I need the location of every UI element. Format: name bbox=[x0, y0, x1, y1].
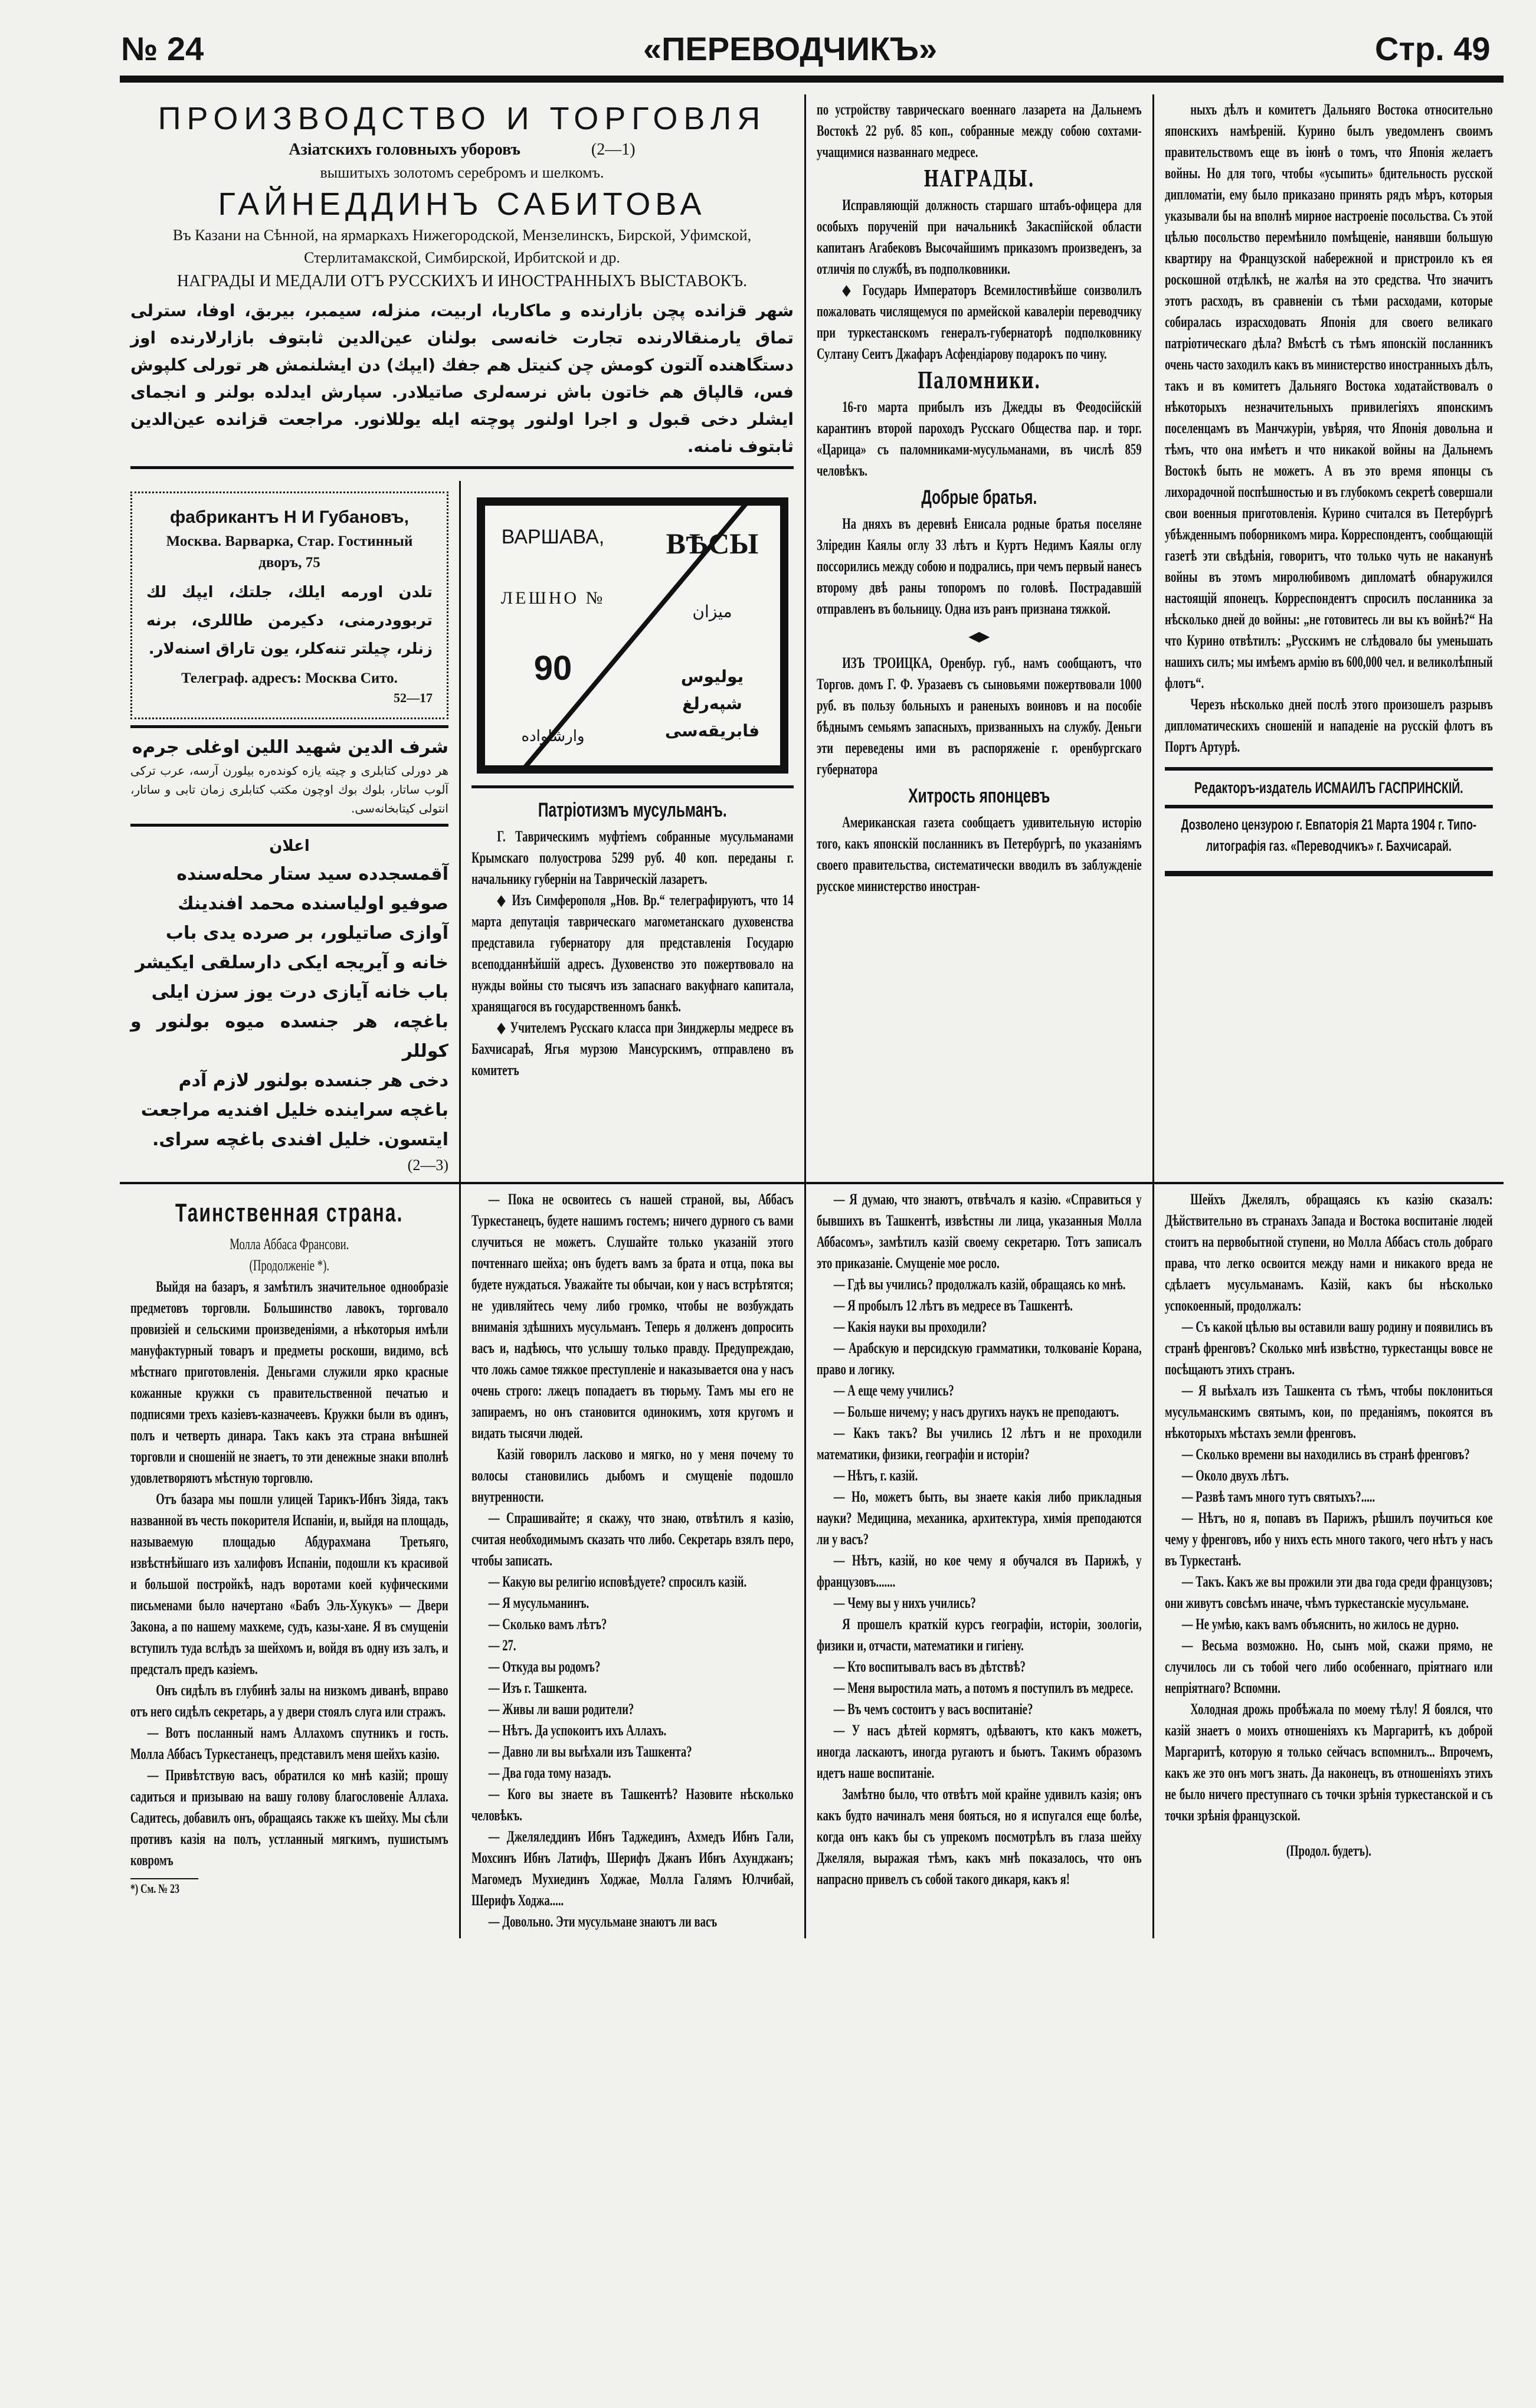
paragraph: — Больше ничему; у насъ другихъ наукъ не преподаютъ. bbox=[833, 1403, 1119, 1420]
ads-column-left bbox=[120, 481, 459, 1182]
paragraph: — Такъ. Какъ же вы прожили эти два года среди французовъ; они живутъ совсѣмъ иначе, чѣмъ туркестанскіе мусульмане. bbox=[1165, 1573, 1493, 1611]
paragraph: — Нѣтъ. Да успокоитъ ихъ Аллахъ. bbox=[488, 1722, 667, 1739]
issue-number: № 24 bbox=[121, 30, 204, 67]
divider bbox=[130, 466, 794, 469]
ad-address: Москва. Варварка, Стар. Гостинный дворъ, 75 bbox=[166, 533, 413, 571]
paragraph: — Я выѣхалъ изъ Ташкента съ тѣмъ, чтобы поклониться мусульманскимъ святымъ, кои, по преданіямъ, покоятся въ нѣкоторыхъ мѣстахъ земли френговъ. bbox=[1165, 1382, 1493, 1441]
paragraph: — Чему вы у нихъ учились? bbox=[833, 1594, 976, 1611]
newspaper-title: «ПЕРЕВОДЧИКЪ» bbox=[643, 30, 938, 67]
paragraph-list bbox=[1165, 99, 1493, 758]
ad-line: دخی هر جنسده بولنور لازم آدم bbox=[178, 1070, 448, 1091]
paragraph: На дняхъ въ деревнѣ Енисала родные братья поселяне Зліредин Каялы оглу 33 лѣтъ и Куртъ Недимъ Каялы оглу поссорились между собою и подрались, при чемъ первый нанесъ второму двѣ раны топоромъ по головѣ. Пострадавшій отправленъ въ больницу. Одна изъ ранъ признана тяжкой. bbox=[817, 515, 1142, 617]
paragraph: — Я мусульманинъ. bbox=[488, 1594, 589, 1611]
paragraph: ИЗЪ ТРОИЦКА, Оренбур. губ., намъ сообщаютъ, что Торгов. домъ Г. Ф. Уразаевъ съ сыновьями пожертвовали 1000 руб. въ пользу больныхъ и раненыхъ воиновъ и на пособіе бѣднымъ семьямъ запасныхъ, призванныхъ на службу. Деньги эти переведены ими въ распоряженіе г. оренбургскаго губернатора bbox=[817, 654, 1142, 778]
ad-arabic-city: وارشاواده bbox=[521, 728, 585, 746]
paragraph: Я прошелъ краткій курсъ географіи, исторіи, зоологіи, физики и, отчасти, математики и гигіену. bbox=[817, 1616, 1142, 1654]
ads-subcolumns bbox=[120, 481, 804, 1182]
ornament-divider bbox=[817, 625, 1142, 647]
ad-warsaw-left bbox=[485, 506, 621, 765]
paragraph: — Какъ такъ? Вы учились 12 лѣтъ и не проходили математики, физики, географіи и исторіи? bbox=[817, 1424, 1142, 1463]
ads-block bbox=[120, 94, 804, 1182]
paragraph: — Давно ли вы выѣхали изъ Ташкента? bbox=[488, 1743, 692, 1760]
paragraph: — Откуда вы родомъ? bbox=[488, 1658, 601, 1675]
ad-arabic-brand: ميزان bbox=[692, 602, 732, 622]
page-body bbox=[120, 94, 1504, 1938]
paragraph-list bbox=[1165, 1189, 1493, 1826]
ad-count: 52—17 bbox=[394, 690, 433, 705]
paragraph: — Нѣтъ, но я, попавъ въ Парижъ, рѣшилъ поучиться кое чему у френговъ, ибо у нихъ есть много такого, чего нѣтъ у насъ въ Туркестанѣ. bbox=[1165, 1509, 1493, 1569]
ad-street: ЛЕШНО № bbox=[500, 588, 605, 608]
ad-arabic-text: تلدن اورمه ايلك، جلتك، ايپك لك تربوودرمنی، دكيرمن طاللری، برنه زنلر، چيلتر تنه‌كلر، يون تاراق اسنه‌لار. bbox=[146, 584, 433, 658]
ad-house-text bbox=[130, 860, 448, 1155]
ad-places: Въ Казани на Сѣнной, на ярмаркахъ Нижегородской, Мензелинскъ, Бирской, Уфимской, Стерлитамакской, Симбирской, Ирбитской и др. bbox=[172, 227, 752, 266]
paragraph-list bbox=[471, 1189, 794, 1932]
story-author: Молла Аббаса Франсови. bbox=[230, 1236, 349, 1253]
paragraph: Отъ базара мы пошли улицей Тарикъ-Ибнъ Зіяда, такъ названной въ честь покорителя Испаніи, и, выйдя на площадь, называемую площадью Абдурахмана Третьяго, извѣстнѣйшаго изъ халифовъ Испаніи, подошли къ красивой и большой постройкѣ, надъ воротами коей куфическими письменами было начертано «Бабъ Эль-Хукукъ» — Двери Закона, а по нашему махкеме, судъ, казы-хане. Я въ смущеніи вступилъ туда вслѣдъ за шейхомъ и, войдя въ одну изъ залъ, и предсталъ предъ казіемъ. bbox=[130, 1490, 448, 1678]
ad-gubanov bbox=[130, 492, 448, 719]
story-column-3 bbox=[804, 1184, 1152, 1938]
paragraph: — Пока не освоитесь съ нашей страной, вы, Аббасъ Туркестанецъ, будете нашимъ гостемъ; ничего дурного съ вами случиться не можетъ. Слушайте только указаній этого почтеннаго шейха; онъ будетъ вамъ за брата и отца, пока вы будете нуждаться. Уважайте ты обычаи, кои у насъ встрѣтятся; не удивляйтесь чему либо громко, чтобы не возбуждать вниманія здѣшнихъ мусульманъ. Теперь я долженъ допросить васъ и, надѣюсь, что услышу только правду. Предупреждаю, что ложь самое тяжкое преступленіе и наказывается она у насъ очень строго: лжецъ попадаетъ въ тюрьму. Тамъ мы его не запираемъ, но онъ становится одинокимъ, хотя кругомъ и видать тысячи людей. bbox=[471, 1191, 794, 1441]
paragraph: — Какія науки вы проходили? bbox=[833, 1318, 987, 1335]
section-title-pilgrims: Паломники. bbox=[917, 367, 1041, 394]
ad-title: شرف الدين شهيد اللين اوغلى جرم‌ه bbox=[132, 737, 448, 758]
paragraph: ◆ Изъ Симферополя „Нов. Вр.“ телеграфируютъ, что 14 марта депутація таврическаго магометанскаго духовенства представила губернатору для представленія Государю всеподданнѣйшій адресъ. Духовенство это пожертвовало на нужды войны сто тысячъ изъ запаснаго вакуфнаго капитала, хранящагося въ государственномъ банкѣ. bbox=[471, 892, 794, 1015]
divider bbox=[471, 785, 794, 788]
section-title-awards: НАГРАДЫ. bbox=[923, 165, 1035, 192]
ad-sabitov bbox=[120, 94, 804, 481]
ad-telegraph: Телеграф. адресъ: Москва Сито. bbox=[181, 670, 398, 686]
ad-line: باغچه، هر جنسده ميوه بولنور و كوللر bbox=[130, 1011, 448, 1062]
section-title-brothers: Добрые братья. bbox=[921, 486, 1037, 509]
paragraph: — Нѣтъ, казій, но кое чему я обучался въ Парижѣ, у французовъ....... bbox=[817, 1552, 1142, 1590]
story-column-2 bbox=[459, 1184, 804, 1938]
paragraph: — Съ какой цѣлью вы оставили вашу родину и появились въ странѣ френговъ? Сколько мнѣ извѣстно, туркестанцы вовсе не посѣщаютъ этихъ странъ. bbox=[1165, 1318, 1493, 1378]
ad-line: вышитыхъ золотомъ серебромъ и шелкомъ. bbox=[320, 164, 604, 181]
paragraph: Холодная дрожь пробѣжала по моему тѣлу! Я боялся, что казій знаетъ о моихъ отношеніяхъ къ Маргаритѣ, къ доброй Маргаритѣ, которую я только сейчасъ вспомнилъ... Впрочемъ, какъ же это онъ могъ знать. Да наконецъ, въ отношеніяхъ этихъ не было ничего преступнаго съ точки зрѣнія туркестанской и съ точки зрѣнія французской. bbox=[1165, 1701, 1493, 1824]
column-japan-cont bbox=[1152, 94, 1504, 1182]
paragraph-list bbox=[817, 195, 1142, 365]
ad-warsaw-right bbox=[644, 506, 780, 765]
paragraph-list bbox=[471, 826, 794, 1081]
footnote: *) См. № 23 bbox=[130, 1878, 198, 1898]
page-number: Стр. 49 bbox=[1375, 30, 1491, 67]
ad-city: ВАРШАВА, bbox=[501, 525, 605, 548]
ad-line: آقمسجدده سید ستار محله‌سنده bbox=[176, 864, 448, 884]
ad-line: خانه و آيريجه ايكی دارسلقی ايكيشر bbox=[135, 952, 448, 973]
ad-line: آوازی صاتیلور، بر صرده يدی باب bbox=[165, 923, 448, 943]
ad-text: هر دورلی كتابلری و چيته يازه كونده‌ره بيلورن آرسه، عرب تركی آلوب ساتار، بلوك بوك اوچون مكتب كتابلری زمان تابی و ساتار، انتولی كيتابخانه‌سی. bbox=[130, 764, 448, 815]
divider bbox=[1165, 767, 1493, 771]
paragraph: — Изъ г. Ташкента. bbox=[488, 1679, 587, 1696]
paragraph: — Я пробылъ 12 лѣтъ въ медресе въ Ташкентѣ. bbox=[833, 1297, 1073, 1314]
paragraph: — Арабскую и персидскую грамматики, толкованіе Корана, право и логику. bbox=[817, 1339, 1142, 1378]
paragraph: — Джеляледдинъ Ибнъ Таджединъ, Ахмедъ Ибнъ Гали, Мохсинъ Ибнъ Латифъ, Шерифъ Джанъ Ибнъ Ахунджанъ; Магомедъ Мухиединъ Ходжае, Молла Галямъ Юлчибай, Шерифъ Ходжа..... bbox=[471, 1828, 794, 1909]
paragraph: — А еще чему учились? bbox=[833, 1382, 954, 1399]
ad-brand: ВѢСЫ bbox=[666, 527, 759, 561]
paragraph: — Я думаю, что знаютъ, отвѣчалъ я казію. «Справиться у бывшихъ въ Ташкентѣ, извѣстны ли лица, указанныя Молла Аббасомъ», замѣтилъ казій своему секретарю. Тотъ записалъ это приказаніе. Смущеніе мое росло. bbox=[817, 1191, 1142, 1272]
paragraph: Казій говорилъ ласково и мягко, но у меня почему то волосы становились дыбомъ и смущеніе подошло внутренности. bbox=[471, 1446, 794, 1505]
ads-column-right bbox=[459, 481, 804, 1182]
paragraph: ◆ Учителемъ Русскаго класса при Зинджерлы медресе въ Бахчисараѣ, Ягья мурзою Мансурскимъ, отправлено въ комитетъ bbox=[471, 1019, 794, 1079]
paragraph: — Въ чемъ состоитъ у васъ воспитаніе? bbox=[833, 1701, 1033, 1718]
divider bbox=[130, 824, 448, 827]
paragraph-list bbox=[817, 1189, 1142, 1890]
column-news bbox=[804, 94, 1152, 1182]
ad-number: 90 bbox=[533, 648, 572, 687]
paragraph: 16-го марта прибылъ изъ Джедды въ Феодосійскій карантинъ второй пароходъ Русскаго Общества пар. и торг. «Царица» съ паломниками-мусульманами, въ числѣ 859 человѣкъ. bbox=[817, 398, 1142, 479]
paragraph: — Вотъ посланный намъ Аллахомъ спутникъ и гость. Молла Аббасъ Туркестанецъ, представилъ меня шейхъ казію. bbox=[130, 1724, 448, 1762]
paragraph: — Спрашивайте; я скажу, что знаю, отвѣтилъ я казію, считая необходимымъ сказать что либо. Секретарь взялъ перо, чтобы записать. bbox=[471, 1509, 794, 1569]
paragraph: — Какую вы религію исповѣдуете? спросилъ казій. bbox=[488, 1573, 747, 1590]
section-title-japanese: Хитрость японцевъ bbox=[908, 785, 1050, 807]
story-continuation: (Продолженіе *). bbox=[249, 1257, 330, 1274]
paragraph: — Гдѣ вы учились? продолжалъ казій, обращаясь ко мнѣ. bbox=[833, 1276, 1126, 1293]
story-section bbox=[120, 1184, 1504, 1938]
paragraph: — Довольно. Эти мусульмане знаютъ ли васъ bbox=[488, 1913, 718, 1930]
censorship-line: Дозволено цензурою г. Евпаторія 21 Марта 1904 г. Типо-литографія газ. «Переводчикъ» г. Бахчисарай. bbox=[1181, 817, 1476, 854]
paragraph: Замѣтно было, что отвѣтъ мой крайне удивилъ казія; онъ какъ будто начиналъ меня бояться, но я испугался еще болѣе, когда онъ какъ бы съ упрекомъ посмотрѣлъ въ глаза шейху Джеляля, выражая тѣмъ, какъ мнѣ показалось, что онъ напрасно привелъ съ собой такого дикаря, какъ я! bbox=[817, 1785, 1142, 1888]
paragraph: Выйдя на базаръ, я замѣтилъ значительное однообразіе предметовъ торговли. Большинство лавокъ, торговало провизіей и сельскими произведеніями, а нѣкоторыя имѣли мануфактурный товаръ и предметы роскоши, видимо, всѣ мѣстнаго приготовленія. Деньгами служили ярко красные кожанные кружки съ правительственной печатью и подписями трехъ казіевъ-казначеевъ. Кружки были въ одинъ, полъ и четверть динара. Такъ какъ эта страна внѣшней торговли и сношеній не знаетъ, то эти денежные знаки вполнѣ удовлетворяютъ мѣстную торговлю. bbox=[130, 1278, 448, 1486]
paragraph: — Не умѣю, какъ вамъ объяснить, но жилось не дурно. bbox=[1181, 1616, 1459, 1633]
ad-arabic-factory: يوليوس شپه‌رلغ فابريقه‌سی bbox=[664, 666, 760, 741]
paragraph: Американская газета сообщаетъ удивительную исторію того, какъ японскій посланникъ въ Петербургѣ, по указаніямъ своего правительства, систематически вводилъ въ заблужденіе русское министерство иностран- bbox=[817, 814, 1142, 895]
story-column-1 bbox=[120, 1184, 459, 1938]
paragraph: — Меня выростила мать, а потомъ я поступилъ въ медресе. bbox=[833, 1679, 1134, 1696]
ad-line: ايتسون. خليل افندی باغچه سرای. bbox=[152, 1129, 448, 1150]
paragraph: Шейхъ Джелялъ, обращаясь къ казію сказалъ: Дѣйствительно въ странахъ Запада и Востока воспитаніе людей стоитъ на первобытной ступени, но Молла Аббасъ столь добраго права, что легко освоится между нами и никакого вреда не сдѣлаетъ мусульманамъ. Казій, какъ бы нѣсколько успокоенный, продолжалъ: bbox=[1165, 1191, 1493, 1314]
paragraph: — Весьма возможно. Но, сынъ мой, скажи прямо, не случилось ли съ тобой чего либо особеннаго, пріятнаго или непріятнаго? Вспомни. bbox=[1165, 1637, 1493, 1696]
ad-line: صوفیو اولیاسنده محمد افندينك bbox=[178, 893, 448, 914]
editor-line: Редакторъ-издатель ИСМАИЛЪ ГАСПРИНСКІЙ. bbox=[1194, 779, 1463, 797]
paragraph-list bbox=[130, 1276, 448, 1871]
paragraph: Черезъ нѣсколько дней послѣ этого произошелъ разрывъ дипломатическихъ сношеній и нападеніе на русскій флотъ въ Портъ Артурѣ. bbox=[1165, 696, 1493, 755]
paragraph: — Развѣ тамъ много тутъ святыхъ?..... bbox=[1181, 1488, 1375, 1505]
ad-count: (2—1) bbox=[591, 140, 636, 159]
ad-name: ГАЙНЕДДИНЪ САБИТОВА bbox=[218, 186, 706, 222]
ad-line: باغچه سراينده خليل افنديه مراجعت bbox=[140, 1100, 448, 1121]
story-title: Таинственная страна. bbox=[175, 1198, 404, 1227]
article-title: Патріотизмъ мусульманъ. bbox=[538, 799, 727, 821]
ad-title: اعلان bbox=[269, 837, 310, 855]
paragraph: — Сколько вамъ лѣтъ? bbox=[488, 1616, 607, 1633]
paragraph: — Нѣтъ, г. казій. bbox=[833, 1467, 918, 1484]
paragraph: — Привѣтствую васъ, обратился ко мнѣ казій; прошу садиться и призываю на вашу голову благословеніе Аллаха. Садитесь, добавилъ онъ, обращаясь также къ шейху. Мы сѣли противъ казія на полъ, устланный мягкимъ, пушистымъ ковромъ bbox=[130, 1767, 448, 1869]
divider bbox=[1165, 871, 1493, 876]
paragraph: — Кто воспитывалъ васъ въ дѣтствѣ? bbox=[833, 1658, 1026, 1675]
paragraph: Онъ сидѣлъ въ глубинѣ залы на низкомъ диванѣ, вправо отъ него сидѣлъ секретарь, а у двери стоялъ слуга или стражъ. bbox=[130, 1682, 448, 1720]
ad-line: Азіатскихъ головныхъ уборовъ bbox=[289, 140, 520, 159]
paragraph: — Но, можетъ быть, вы знаете какія либо прикладныя науки? Медицина, механика, архитектура, химія преподаются ли у васъ? bbox=[817, 1488, 1142, 1548]
ad-arabic-text: شهر قزانده پچن بازارنده و ماكاريا، اربيت، منزله، سيمبر، بيربق، اوفا، سترلی تماق يارمنقالارنده تجارت خانه‌سی بولنان عين‌الدين ثابتوف بازارلارنده اوز دستگاهنده آلتون كومش چن كنيتل هم جفك (ايپك) دن ايشلنمش هر تورلی كلپوش فس، قالپاق هم خاتون باش نرسه‌لری صاتیلادر. سپارش ايدلده بولنر و انجمای ايشلر دخی قبول و اجرا اولنور پوچته ايله يوللانور. مراجعت قزانده عين‌الدين ثابتوف نامنه. bbox=[130, 301, 794, 456]
paragraph: — Два года тому назадъ. bbox=[488, 1764, 611, 1781]
paragraph: Г. Таврическимъ муфтіемъ собранные мусульманами Крымскаго полуострова 5299 руб. 40 коп. переданы г. начальнику губерніи на Таврическій лазаретъ. bbox=[471, 828, 794, 887]
divider bbox=[1165, 805, 1493, 808]
ad-awards: НАГРАДЫ И МЕДАЛИ ОТЪ РУССКИХЪ И ИНОСТРАННЫХЪ ВЫСТАВОКЪ. bbox=[176, 272, 748, 290]
ad-line: باب خانه آيازی درت يوز سزن ايلی bbox=[151, 982, 448, 1002]
divider bbox=[130, 725, 448, 728]
article-patriotism bbox=[471, 794, 794, 1081]
paragraph: ныхъ дѣлъ и комитетъ Дальняго Востока относительно японскихъ намѣреній. Курино былъ уведомленъ своимъ правительствомъ еще въ іюнѣ о томъ, что Японія желаетъ войны. Но для того, чтобы «усыпить» бдительность русской дипломатіи, ему было приказано принять рядъ мѣръ, которыя указывали бы на вполнѣ мирное настроеніе посольства. Съ этой цѣлью посольство перемѣнило помѣщеніе, нанявши большую квартиру на Французской набережной и пристроило къ ея роскошной отдѣлкѣ, не жалѣя на это средства. Что значитъ этотъ расходъ, въ сравненіи съ тѣми расходами, которые собиралась израсходовать Японія для своего великаго патріотическаго дѣла? Вмѣстѣ съ тѣмъ японскій посланникъ очень часто заходилъ какъ въ министерство иностранныхъ дѣлъ, такъ и въ комитетъ Дальняго Востока ходатайствовалъ о нѣкоторыхъ незначительныхъ привилегіяхъ японскимъ поселенцамъ въ Манчжуріи, увѣряя, что Японія довольна и тѣмъ, что она имѣетъ и что никакой войны на Дальнемъ Востокѣ быть не можетъ. А въ это время японцы съ лихорадочной поспѣшностью и въ глубокомъ секретѣ совершали свои военныя приготовленія. Курино считался въ Петербургѣ убѣжденнымъ поборникомъ мира. Корреспондентъ, сообщающій газетѣ эти свѣдѣнія, говоритъ, что только чуть не наканунѣ войны въ этомъ миролюбивомъ дипломатѣ обнаружился настоящій японецъ. Корреспондентъ спросилъ посланника за нѣсколько дней до войны: „не готовитесь ли вы къ войнѣ?“ На что Курино отвѣтилъ: „Русскимъ не слѣдовало бы уменьшать нашихъ силъ; мы имѣемъ армію въ 600,000 чел. и великолѣпный флотъ“. bbox=[1165, 101, 1493, 692]
ad-title: ПРОИЗВОДСТВО И ТОРГОВЛЯ bbox=[158, 101, 767, 136]
paragraph: Исправляющій должность старшаго штабъ-офицера для особыхъ порученій при начальникѣ Закаспійской области капитанъ Агабековъ Высочайшимъ приказомъ произведенъ, за отличія по службѣ, въ подполковники. bbox=[817, 196, 1142, 277]
paragraph: — Кого вы знаете въ Ташкентѣ? Назовите нѣсколько человѣкъ. bbox=[471, 1785, 794, 1824]
ad-name: фабрикантъ Н И Губановъ, bbox=[170, 507, 409, 527]
paragraph: по устройству таврическаго военнаго лазарета на Дальнемъ Востокѣ 22 руб. 85 коп., собранные между собою сохтами-учащимися названнаго медресе. bbox=[817, 101, 1142, 160]
paragraph: ◆ Государь Императоръ Всемилостивѣйше соизволилъ пожаловать числящемуся по армейской кавалеріи переводчику при туркестанскомъ генералъ-губернаторѣ подполковнику Султану Сеитъ Джафаръ Асфендіарову подарокъ по чину. bbox=[817, 281, 1142, 362]
story-column-4 bbox=[1152, 1184, 1504, 1938]
paragraph: — Сколько времени вы находились въ странѣ френговъ? bbox=[1181, 1446, 1470, 1463]
paragraph: — Около двухъ лѣтъ. bbox=[1181, 1467, 1289, 1484]
ad-warsaw-scales bbox=[477, 497, 788, 774]
paragraph: — Живы ли ваши родители? bbox=[488, 1701, 634, 1718]
paragraph: — У насъ дѣтей кормятъ, одѣваютъ, кто какъ можетъ, иногда ласкаютъ, иногда ругаютъ и бьютъ. Такимъ образомъ идетъ наше воспитаніе. bbox=[817, 1722, 1142, 1781]
header-rule bbox=[120, 76, 1504, 83]
ad-count: (2—3) bbox=[407, 1157, 448, 1174]
paragraph: — 27. bbox=[488, 1637, 516, 1654]
top-section bbox=[120, 94, 1504, 1182]
to-be-continued: (Продол. будетъ). bbox=[1286, 1842, 1371, 1859]
